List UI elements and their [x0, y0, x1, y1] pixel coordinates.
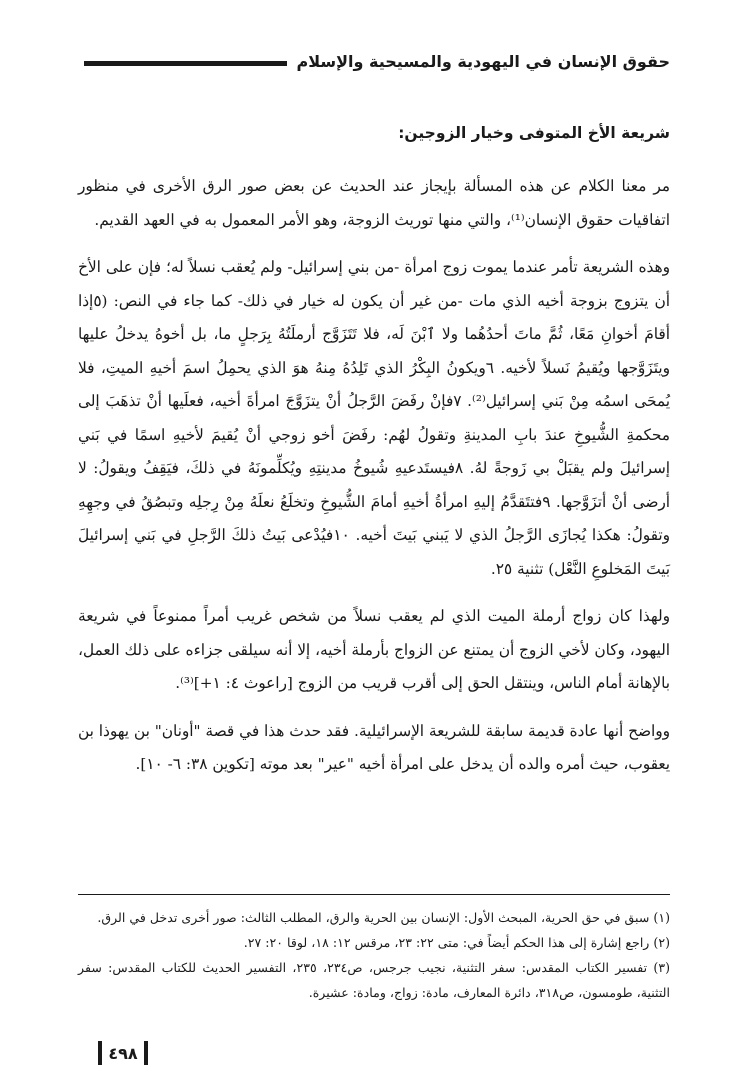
paragraph-3: ولهذا كان زواج أرملة الميت الذي لم يعقب نسلاً من شخص غريب أمراً ممنوعاً في شريعة اليهود، وكان لأخي الزوج أن يمتنع عن الزواج بأرملة أخيه، إلا أنه سيلقى جزاءه على ذلك العمل، بالإهانة أمام الناس، وينتقل الحق إلى أقرب قريب من الزوج [راعوث ٤: ١+]⁽³⁾. — [78, 607, 670, 692]
page-number-text: ٤٩٨ — [108, 1043, 138, 1063]
page-number-bar-right — [144, 1041, 148, 1065]
paragraph-2: وهذه الشريعة تأمر عندما يموت زوج امرأة -من بني إسرائيل- ولم يُعقب نسلاً له؛ فإن على الأخ أن يتزوج بزوجة أخيه الذي مات -من غير أن يكون له خيار في ذلك- كما جاء في النص: (٥إذا أقامَ أخوانِ مَعًا، ثُمَّ ماتَ أحدُهُما ولا ٱبْنَ لَه، فلا تَتَزَوَّج أرملَتُهُ بِرَجلٍ ما، بل أخوهُ يدخلُ عليها ويتَزَوَّجها ويُقيمُ نَسلاً لأخيه. ٦ويكونُ البِكْرُ الذي تَلِدُهُ مِنهُ هوَ الذي يحمِلُ اسمَ أخيهِ الميتِ، فلا يُمحَى اسمُه مِنْ بَني إسرائيل⁽²⁾. ٧فإنْ رفَضَ الرَّجلُ أنْ يتزَوَّجَ امرأةَ أخيه، فعلَيها أنْ تذهَبَ إلى محكمةِ الشُّيوخِ عندَ بابِ المدينةِ وتقولُ لهُم: رفَضَ أخو زوجي أنْ يُقيمَ لأخيهِ اسمًا في بَني إسرائيلَ ولم يقبَلْ بي زَوجةً لهُ. ٨فيستَدعيهِ شُيوخُ مدينتِهِ ويُكلِّمونَهُ في ذلكَ، فيَقِفُ ويقولُ: لا أرضى أنْ أتزَوَّجها. ٩فتتَقدَّمُ إليهِ امرأةُ أخيهِ أمامَ الشُّيوخِ وتخلَعُ نعلَهُ مِنْ رِجلِه وتبصُقُ في وجهِهِ وتقولُ: هكذا يُجازَى الرَّجلُ الذي لا يَبني بَيتَ أخيه. ١٠فيُدْعى بَيتُ ذلكَ الرَّجلِ في بَني إسرائيلَ بَيتَ المَخلوعِ النَّعْل) تثنية ٢٥. — [78, 258, 671, 578]
main-content — [78, 118, 670, 796]
paragraph-4: وواضح أنها عادة قديمة سابقة للشريعة الإسرائيلية. فقد حدث هذا في قصة "أونان" بن يهوذا بن يعقوب، حيث أمره والده أن يدخل على امرأة أخيه "عير" بعد موته [تكوين ٣٨: ٦- ١٠]. — [78, 721, 670, 773]
page-number-bar-left — [98, 1041, 102, 1065]
footnote-2: (٢) راجع إشارة إلى هذا الحكم أيضاً في: متى ٢٢: ٢٣، مرقس ١٢: ١٨، لوقا ٢٠: ٢٧. — [243, 935, 670, 950]
page-number — [78, 1038, 168, 1068]
footnote-3: (٣) تفسير الكتاب المقدس: سفر التثنية، نجيب جرجس، ص٢٣٤، ٢٣٥، التفسير الحديث للكتاب المقدس: سفر التثنية، طومسون، ص٣١٨، دائرة المعارف، مادة: زواج، ومادة: عشيرة. — [78, 960, 670, 1000]
header-rule — [84, 61, 287, 66]
footnotes — [78, 894, 670, 1005]
running-header — [84, 46, 670, 76]
running-header-title: حقوق الإنسان في اليهودية والمسيحية والإسلام — [296, 51, 670, 71]
paragraph-1: مر معنا الكلام عن هذه المسألة بإيجاز عند الحديث عن بعض صور الرق الأخرى في منظور اتفاقيات حقوق الإنسان⁽¹⁾، والتي منها توريث الزوجة، وهو الأمر المعمول به في العهد القديم. — [78, 177, 670, 229]
footnote-1: (١) سبق في حق الحرية، المبحث الأول: الإنسان بين الحرية والرق، المطلب الثالث: صور أخرى تدخل في الرق. — [97, 910, 670, 925]
section-heading: شريعة الأخ المتوفى وخيار الزوجين: — [398, 124, 670, 142]
